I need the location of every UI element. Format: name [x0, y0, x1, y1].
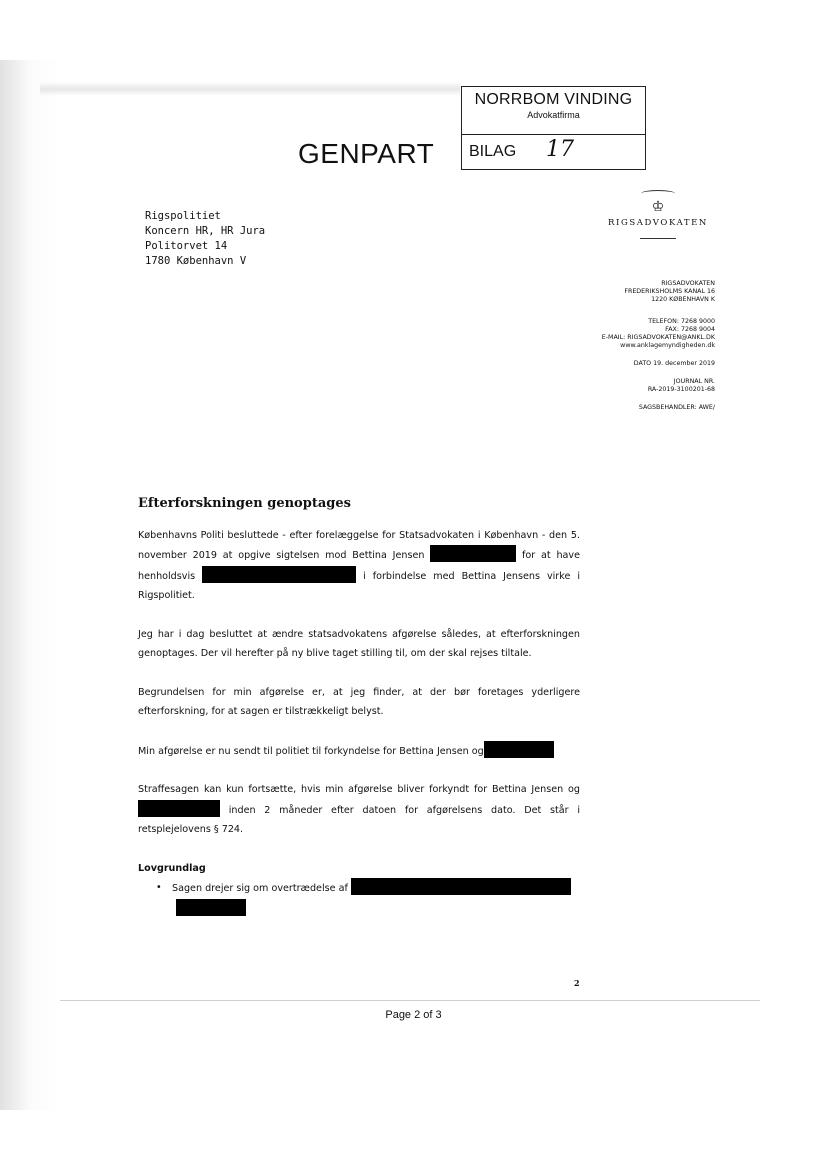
letter-date: DATO 19. december 2019 [633, 360, 715, 367]
page-footer: Page 2 of 3 [385, 1009, 442, 1021]
recipient-line: 1780 København V [145, 255, 247, 267]
paragraph-text: for at have henholdsvis [138, 550, 580, 582]
sender-fax: FAX: 7268 9004 [665, 326, 715, 333]
paragraph-text: inden 2 måneder efter datoen for afgørelsens dato. Det står i retsplejelovens § 724. [138, 804, 580, 835]
redaction-block [430, 545, 516, 562]
paragraph-text: Straffesagen kan kun fortsætte, hvis min afgørelse bliver forkyndt for Bettina Jensen og [138, 784, 580, 795]
logo-arc [641, 190, 675, 197]
paragraph-reopen: Jeg har i dag besluttet at ændre statsadvokatens afgørelse således, at efterforskningen genoptages. Der vil herefter på ny blive taget stilling til, om der skal rejses tiltale. [138, 628, 580, 659]
sender-address-city: 1220 KØBENHAVN K [651, 296, 715, 303]
redaction-block [351, 878, 571, 895]
legal-basis-text: Sagen drejer sig om overtrædelse af [172, 883, 348, 894]
paragraph-reason: Begrundelsen for min afgørelse er, at jeg finder, at der bør foretages yderligere efterforskning, for at sagen er tilstrækkeligt belyst. [138, 686, 580, 717]
paragraph-service [138, 741, 580, 762]
caseworker: SAGSBEHANDLER: AWE/ [638, 404, 715, 411]
sender-phone: TELEFON: 7268 9000 [648, 318, 715, 325]
rigsadvokaten-logo [598, 190, 718, 239]
logo-rule [640, 238, 676, 239]
crown-icon: ♔ [651, 199, 665, 215]
redaction-block [202, 566, 356, 583]
legal-basis-item [138, 878, 580, 919]
stamp-header [462, 87, 645, 135]
paragraph-deadline [138, 780, 580, 840]
stamp-bilag-number: 17 [546, 137, 574, 162]
bullet-icon: • [156, 882, 162, 893]
letter-body [138, 494, 580, 919]
paragraph-text: Min afgørelse er nu sendt til politiet til forkyndelse for Bettina Jensen og [138, 745, 484, 757]
sender-address-street: FREDERIKSHOLMS KANAL 16 [624, 288, 715, 295]
stamp-firm-name: NORRBOM VINDING [474, 91, 633, 108]
legal-basis-heading: Lovgrundlag [138, 862, 206, 874]
stamp-firm-subtitle: Advokatfirma [527, 110, 580, 120]
paragraph-decision [138, 526, 580, 606]
sender-name: RIGSADVOKATEN [661, 280, 715, 287]
redaction-block [138, 800, 220, 817]
sender-website: www.anklagemyndigheden.dk [620, 342, 715, 349]
sender-info [602, 280, 715, 412]
recipient-line: Koncern HR, HR Jura [145, 225, 266, 237]
bilag-stamp [461, 86, 646, 170]
paragraph-text: Københavns Politi besluttede - efter forelæggelse for Statsadvokaten i København - den 5. november 2019 at opgive sigtelsen mod Bettina Jensen [138, 529, 580, 561]
journal-label: JOURNAL NR. [673, 378, 715, 385]
genpart-title: GENPART [298, 138, 435, 169]
logo-text: RIGSADVOKATEN [608, 218, 708, 228]
recipient-line: Politorvet 14 [145, 240, 228, 252]
redaction-block [176, 899, 246, 916]
stamp-bilag-label: BILAG [469, 143, 517, 160]
recipient-address [145, 209, 265, 269]
scan-streak-top [40, 82, 460, 96]
paragraph-text: i forbindelse med Bettina Jensens virke i Rigspolitiet. [138, 570, 580, 601]
page-number: 2 [574, 978, 580, 988]
journal-number: RA-2019-3100201-68 [647, 386, 715, 393]
redaction-block [484, 741, 554, 758]
sender-email: E-MAIL: RIGSADVOKATEN@ANKL.DK [601, 334, 715, 341]
letter-heading: Efterforskningen genoptages [138, 496, 351, 511]
scan-shadow-left [0, 60, 60, 1110]
recipient-line: Rigspolitiet [145, 210, 221, 222]
scan-line-bottom [60, 1000, 760, 1001]
